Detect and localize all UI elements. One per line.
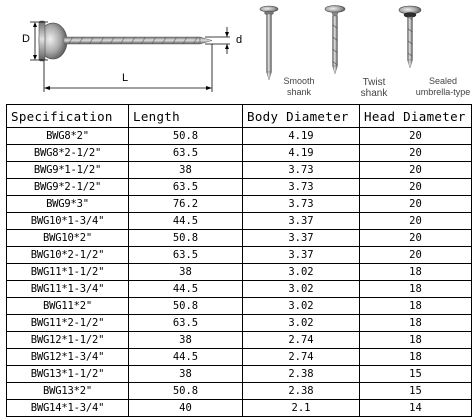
- cell-specification: BWG9*3": [7, 196, 129, 213]
- cell-head-diameter: 20: [360, 128, 472, 145]
- nail-figure: [0, 0, 474, 102]
- cell-body-diameter: 3.02: [243, 298, 360, 315]
- cell-specification: BWG10*2-1/2": [7, 247, 129, 264]
- cell-length: 50.8: [129, 298, 243, 315]
- header-specification: Specification: [7, 105, 129, 128]
- cell-head-diameter: 18: [360, 264, 472, 281]
- cell-head-diameter: 20: [360, 179, 472, 196]
- cell-length: 50.8: [129, 128, 243, 145]
- cell-body-diameter: 3.37: [243, 213, 360, 230]
- cell-head-diameter: 20: [360, 247, 472, 264]
- cell-specification: BWG8*2-1/2": [7, 145, 129, 162]
- cell-body-diameter: 3.02: [243, 264, 360, 281]
- cell-length: 38: [129, 264, 243, 281]
- cell-length: 50.8: [129, 383, 243, 400]
- cell-body-diameter: 3.73: [243, 196, 360, 213]
- cell-specification: BWG11*1-1/2": [7, 264, 129, 281]
- table-row: [7, 264, 472, 281]
- caption-smooth-shank: Smooth shank: [283, 76, 315, 97]
- cell-head-diameter: 20: [360, 213, 472, 230]
- header-body-diameter: Body Diameter: [243, 105, 360, 128]
- cell-specification: BWG11*2": [7, 298, 129, 315]
- cell-head-diameter: 20: [360, 162, 472, 179]
- cell-head-diameter: 20: [360, 230, 472, 247]
- cell-specification: BWG8*2": [7, 128, 129, 145]
- table-row: [7, 281, 472, 298]
- table-row: [7, 145, 472, 162]
- cell-length: 44.5: [129, 213, 243, 230]
- dimension-L: [44, 44, 212, 92]
- cell-specification: BWG9*2-1/2": [7, 179, 129, 196]
- table-row: [7, 315, 472, 332]
- table-row: [7, 162, 472, 179]
- cell-specification: BWG9*1-1/2": [7, 162, 129, 179]
- cell-head-diameter: 20: [360, 145, 472, 162]
- cell-head-diameter: 18: [360, 315, 472, 332]
- cell-body-diameter: 3.73: [243, 179, 360, 196]
- cell-body-diameter: 2.1: [243, 400, 360, 417]
- cell-body-diameter: 3.02: [243, 281, 360, 298]
- header-length: Length: [129, 105, 243, 128]
- header-head-diameter: Head Diameter: [360, 105, 472, 128]
- caption-twist-shank: Twist shank: [360, 77, 388, 99]
- cell-specification: BWG11*1-3/4": [7, 281, 129, 298]
- table-row: [7, 400, 472, 417]
- cell-length: 50.8: [129, 230, 243, 247]
- cell-body-diameter: 4.19: [243, 128, 360, 145]
- cell-specification: BWG13*1-1/2": [7, 366, 129, 383]
- cell-specification: BWG10*2": [7, 230, 129, 247]
- table-row: [7, 128, 472, 145]
- dim-label-d: d: [236, 34, 243, 46]
- table-header-row: [7, 105, 472, 128]
- cell-specification: BWG12*1-3/4": [7, 349, 129, 366]
- specification-table: [6, 104, 472, 417]
- cell-body-diameter: 4.19: [243, 145, 360, 162]
- cell-body-diameter: 3.02: [243, 315, 360, 332]
- cell-head-diameter: 15: [360, 383, 472, 400]
- table-row: [7, 332, 472, 349]
- nail-diagram: [0, 0, 474, 102]
- cell-specification: BWG12*1-1/2": [7, 332, 129, 349]
- cell-length: 38: [129, 366, 243, 383]
- table-row: [7, 213, 472, 230]
- caption-sealed-umbrella: Sealed umbrella-type: [415, 76, 471, 97]
- cell-specification: BWG13*2": [7, 383, 129, 400]
- table-row: [7, 247, 472, 264]
- cell-length: 63.5: [129, 315, 243, 332]
- cell-length: 40: [129, 400, 243, 417]
- cell-length: 76.2: [129, 196, 243, 213]
- cell-specification: BWG10*1-3/4": [7, 213, 129, 230]
- cell-head-diameter: 15: [360, 366, 472, 383]
- cell-specification: BWG11*2-1/2": [7, 315, 129, 332]
- cell-length: 44.5: [129, 349, 243, 366]
- table-row: [7, 298, 472, 315]
- table-row: [7, 383, 472, 400]
- dim-label-L: L: [122, 72, 129, 84]
- cell-length: 38: [129, 332, 243, 349]
- smooth-shank-nail: [260, 6, 278, 80]
- table-row: [7, 230, 472, 247]
- cell-head-diameter: 18: [360, 349, 472, 366]
- cell-head-diameter: 18: [360, 281, 472, 298]
- cell-body-diameter: 2.38: [243, 383, 360, 400]
- twist-shank-nail: [325, 6, 345, 75]
- cell-head-diameter: 18: [360, 332, 472, 349]
- table-row: [7, 349, 472, 366]
- sealed-umbrella-nail: [399, 6, 421, 68]
- table-row: [7, 196, 472, 213]
- cell-length: 63.5: [129, 247, 243, 264]
- cell-length: 38: [129, 162, 243, 179]
- cell-length: 44.5: [129, 281, 243, 298]
- cell-head-diameter: 14: [360, 400, 472, 417]
- dim-label-D: D: [22, 33, 30, 45]
- horizontal-nail: [39, 21, 212, 61]
- cell-head-diameter: 20: [360, 196, 472, 213]
- cell-length: 63.5: [129, 179, 243, 196]
- table-row: [7, 366, 472, 383]
- cell-body-diameter: 2.38: [243, 366, 360, 383]
- cell-body-diameter: 3.37: [243, 230, 360, 247]
- cell-head-diameter: 18: [360, 298, 472, 315]
- cell-specification: BWG14*1-3/4": [7, 400, 129, 417]
- cell-body-diameter: 2.74: [243, 349, 360, 366]
- cell-body-diameter: 3.37: [243, 247, 360, 264]
- cell-length: 63.5: [129, 145, 243, 162]
- table-row: [7, 179, 472, 196]
- cell-body-diameter: 2.74: [243, 332, 360, 349]
- cell-body-diameter: 3.73: [243, 162, 360, 179]
